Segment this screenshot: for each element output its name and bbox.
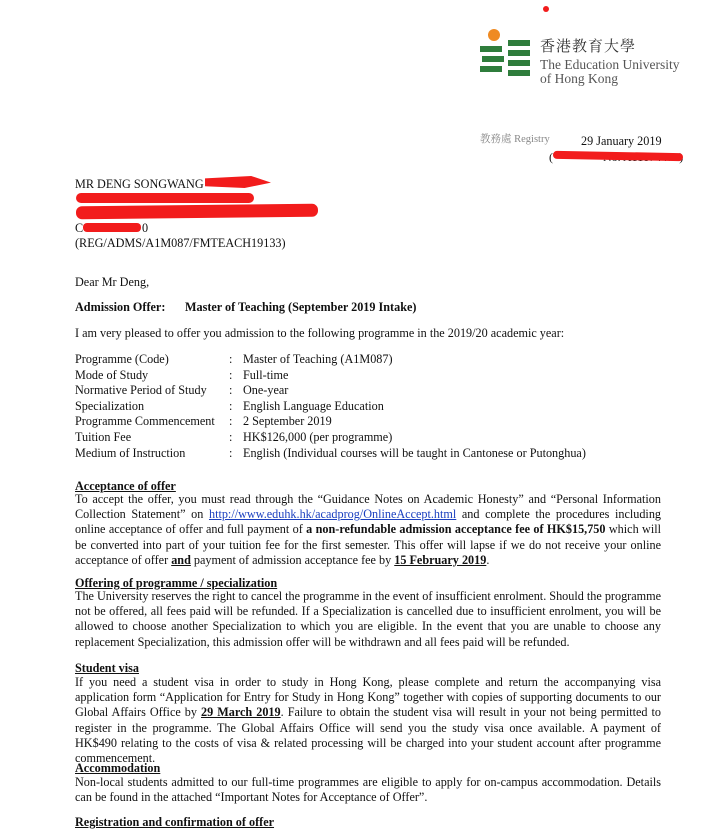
visa-text-1: If you need a student visa in order to study in Hong Kong, please complete and return the accompanying visa application form “Application for Entry for Study in Hong Kong” together with copies of supporting documents to our Global Affairs Office by (75, 675, 661, 720)
redaction-mark (76, 193, 254, 203)
acceptance-text-2: and complete the procedures including online acceptance of offer and full payment of (75, 507, 662, 537)
programme-details-table (75, 352, 586, 461)
detail-separator: : (229, 414, 233, 429)
offer-programme: Master of Teaching (September 2019 Intake) (185, 300, 417, 314)
detail-label: Specialization (75, 398, 145, 413)
detail-value: Master of Teaching (A1M087) (243, 352, 393, 366)
detail-row (75, 446, 586, 462)
visa-deadline: 29 March 2019 (201, 705, 281, 720)
section-heading-offering: Offering of programme / specialization (75, 576, 278, 590)
acceptance-paragraph (75, 492, 661, 568)
acceptance-text-5: . (486, 552, 490, 567)
detail-value: English (Individual courses will be taught in Cantonese or Putonghua) (243, 445, 586, 460)
visa-paragraph (75, 675, 661, 766)
redaction-mark (83, 223, 141, 232)
section-heading-visa: Student visa (75, 661, 140, 675)
detail-label: Medium of Instruction (75, 445, 186, 460)
detail-separator: : (229, 398, 233, 413)
redaction-mark (76, 204, 318, 220)
red-mark (543, 6, 549, 12)
acceptance-fee: a non-refundable admission acceptance fee of HK$15,750 (306, 522, 606, 537)
section-heading-registration: Registration and confirmation of offer (75, 815, 275, 829)
detail-separator: : (229, 445, 233, 460)
detail-label: Programme Commencement (75, 414, 215, 429)
detail-row (75, 430, 586, 446)
detail-row (75, 414, 586, 430)
acceptance-and: and (171, 552, 191, 567)
university-name-chinese: 香港教育大學 (540, 37, 637, 55)
visa-text-2: . Failure to obtain the student visa will result in your not being permitted to register in the programme. The Global Affairs Office will send you the study visa once available. A payment of HK$490 relating to the costs of visa & related processing will be charged into your student account after programme commencement. (75, 705, 661, 766)
detail-label: Programme (Code) (75, 352, 169, 366)
detail-label: Normative Period of Study (75, 383, 207, 398)
detail-label: Mode of Study (75, 367, 149, 382)
ref-open: ( (549, 150, 553, 164)
registry-label: 教務處 Registry (480, 134, 550, 145)
detail-separator: : (229, 429, 233, 444)
section-heading-acceptance: Acceptance of offer (75, 479, 176, 493)
postcode-partial: C (75, 221, 84, 235)
offer-label: Admission Offer: (75, 300, 166, 314)
letter-date: 29 January 2019 (581, 134, 662, 148)
detail-label: Tuition Fee (75, 429, 132, 444)
detail-value: English Language Education (243, 398, 384, 413)
detail-value: Full-time (243, 367, 289, 382)
accommodation-paragraph: Non-local students admitted to our full-time programmes are eligible to apply for on-campus accommodation. Details can be found in the attached “Important Notes for Acceptance of Offer”. (75, 775, 661, 805)
offering-paragraph: The University reserves the right to cancel the programme in the event of insufficient enrolment. Should the programme not be offered, all fees paid will be refunded. If a Specialization is cancelled due to insufficient enrolment, you will be allowed to choose another Specialization to which you are eligible. In the event that you are unable to choose any replacement Specialization, this admission offer will be withdrawn and all fees paid will be refunded. (75, 589, 661, 649)
detail-row (75, 399, 586, 415)
detail-value: One-year (243, 383, 289, 398)
acceptance-deadline: 15 February 2019 (394, 552, 487, 567)
detail-separator: : (229, 383, 233, 398)
detail-value: 2 September 2019 (243, 414, 332, 429)
intro-text: I am very pleased to offer you admission to the following programme in the 2019/20 academic year: (75, 326, 565, 340)
section-heading-accommodation: Accommodation (75, 761, 161, 775)
acceptance-text-3: which will be converted into part of your tuition fee for the first semester. This offer will lapse if we do not receive your online acceptance of offer (75, 522, 661, 567)
salutation: Dear Mr Deng, (75, 275, 150, 289)
redaction-mark (553, 151, 683, 161)
university-logo-icon (478, 26, 534, 78)
detail-row (75, 368, 586, 384)
recipient-name: MR DENG SONGWANG (75, 177, 204, 191)
university-name-line2: of Hong Kong (540, 71, 618, 86)
online-accept-link[interactable]: http://www.eduhk.hk/acadprog/OnlineAccept.html (208, 507, 457, 522)
recipient-reference: (REG/ADMS/A1M087/FMTEACH19133) (75, 236, 286, 250)
detail-separator: : (229, 352, 233, 366)
detail-separator: : (229, 367, 233, 382)
detail-value: HK$126,000 (per programme) (243, 429, 393, 444)
university-name-line1: The Education University (540, 57, 680, 72)
acceptance-text-4: payment of admission acceptance fee by (190, 552, 395, 567)
redaction-mark (205, 176, 271, 188)
detail-row (75, 352, 586, 368)
acceptance-text-1: To accept the offer, you must read through the “Guidance Notes on Academic Honesty” and “Personal Information Collection Statement” on (75, 492, 661, 522)
detail-row (75, 383, 586, 399)
postcode-tail: 0 (142, 221, 149, 235)
